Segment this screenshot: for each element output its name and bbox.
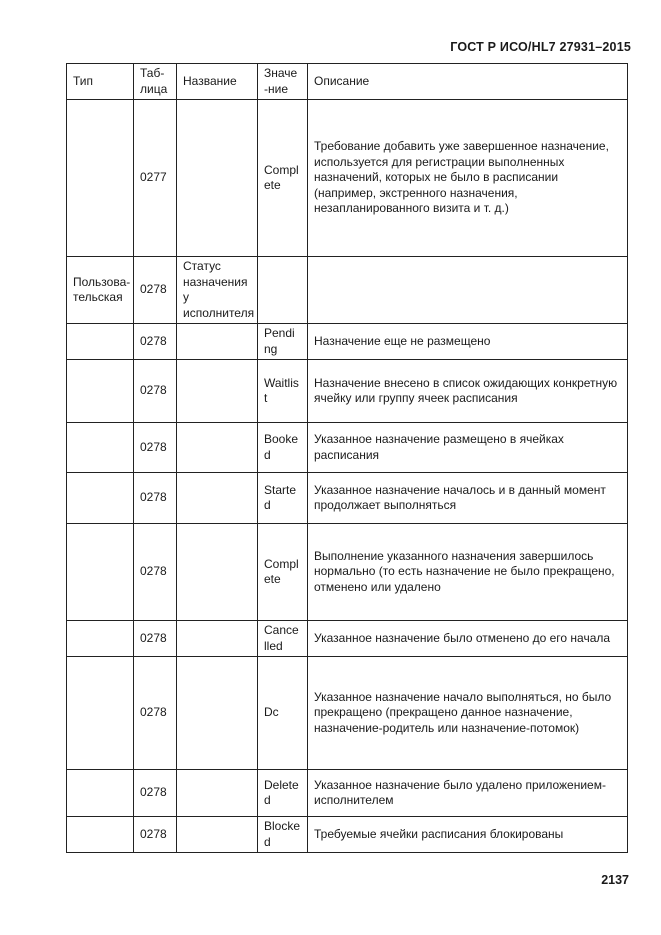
cell-table: 0278 [134,473,177,524]
values-table [66,63,628,853]
cell-description [308,257,628,324]
cell-table: 0278 [134,817,177,853]
cell-value: Deleted [258,770,308,817]
cell-description: Указанное назначение начало выполняться, но было прекращено (прекращено данное назначение, назначение-родитель или назначение-потомок) [308,657,628,770]
table-row [67,473,628,524]
cell-name [177,657,258,770]
cell-description: Назначение еще не размещено [308,324,628,360]
cell-value: Cancelled [258,621,308,657]
cell-value: Waitlist [258,360,308,423]
cell-type [67,100,134,257]
cell-table: 0278 [134,324,177,360]
column-header-value: Значе-ние [258,64,308,100]
table-row [67,360,628,423]
cell-name [177,324,258,360]
cell-table: 0278 [134,621,177,657]
cell-value: Complete [258,100,308,257]
table-row [67,817,628,853]
cell-value: Blocked [258,817,308,853]
cell-type: Пользова-тельская [67,257,134,324]
cell-table: 0278 [134,524,177,621]
cell-description: Требуемые ячейки расписания блокированы [308,817,628,853]
document-standard-header: ГОСТ Р ИСО/HL7 27931–2015 [450,40,631,54]
cell-name [177,621,258,657]
cell-description: Указанное назначение было удалено приложением-исполнителем [308,770,628,817]
table-row [67,324,628,360]
cell-table: 0278 [134,423,177,473]
cell-table: 0278 [134,360,177,423]
column-header-name: Название [177,64,258,100]
cell-type [67,524,134,621]
cell-type [67,324,134,360]
cell-description: Требование добавить уже завершенное назначение, используется для регистрации выполненных назначений, которых не было в расписании (например, экстренного назначения, незапланированного визита и т. д.) [308,100,628,257]
table-row [67,621,628,657]
cell-type [67,360,134,423]
column-header-type: Тип [67,64,134,100]
cell-value: Pending [258,324,308,360]
cell-description: Указанное назначение началось и в данный момент продолжает выполняться [308,473,628,524]
cell-name [177,473,258,524]
table-row [67,423,628,473]
cell-description: Выполнение указанного назначения завершилось нормально (то есть назначение не было прекращено, отменено или удалено [308,524,628,621]
cell-name [177,817,258,853]
table-row [67,657,628,770]
cell-type [67,473,134,524]
table-header-row [67,64,628,100]
cell-description: Указанное назначение размещено в ячейках расписания [308,423,628,473]
table-row [67,524,628,621]
cell-name [177,423,258,473]
cell-table: 0278 [134,657,177,770]
cell-table: 0277 [134,100,177,257]
cell-name [177,360,258,423]
cell-name [177,100,258,257]
cell-name [177,524,258,621]
cell-type [67,621,134,657]
cell-type [67,817,134,853]
table-row [67,100,628,257]
column-header-description: Описание [308,64,628,100]
cell-value: Dc [258,657,308,770]
cell-value: Complete [258,524,308,621]
page-number: 2137 [601,873,629,887]
cell-type [67,770,134,817]
cell-value: Booked [258,423,308,473]
cell-name: Статус назначения у исполнителя [177,257,258,324]
cell-description: Указанное назначение было отменено до его начала [308,621,628,657]
cell-value: Started [258,473,308,524]
cell-value [258,257,308,324]
cell-table: 0278 [134,257,177,324]
cell-type [67,423,134,473]
column-header-table: Таб-лица [134,64,177,100]
table-row [67,257,628,324]
cell-table: 0278 [134,770,177,817]
cell-name [177,770,258,817]
table-row [67,770,628,817]
cell-description: Назначение внесено в список ожидающих конкретную ячейку или группу ячеек расписания [308,360,628,423]
cell-type [67,657,134,770]
